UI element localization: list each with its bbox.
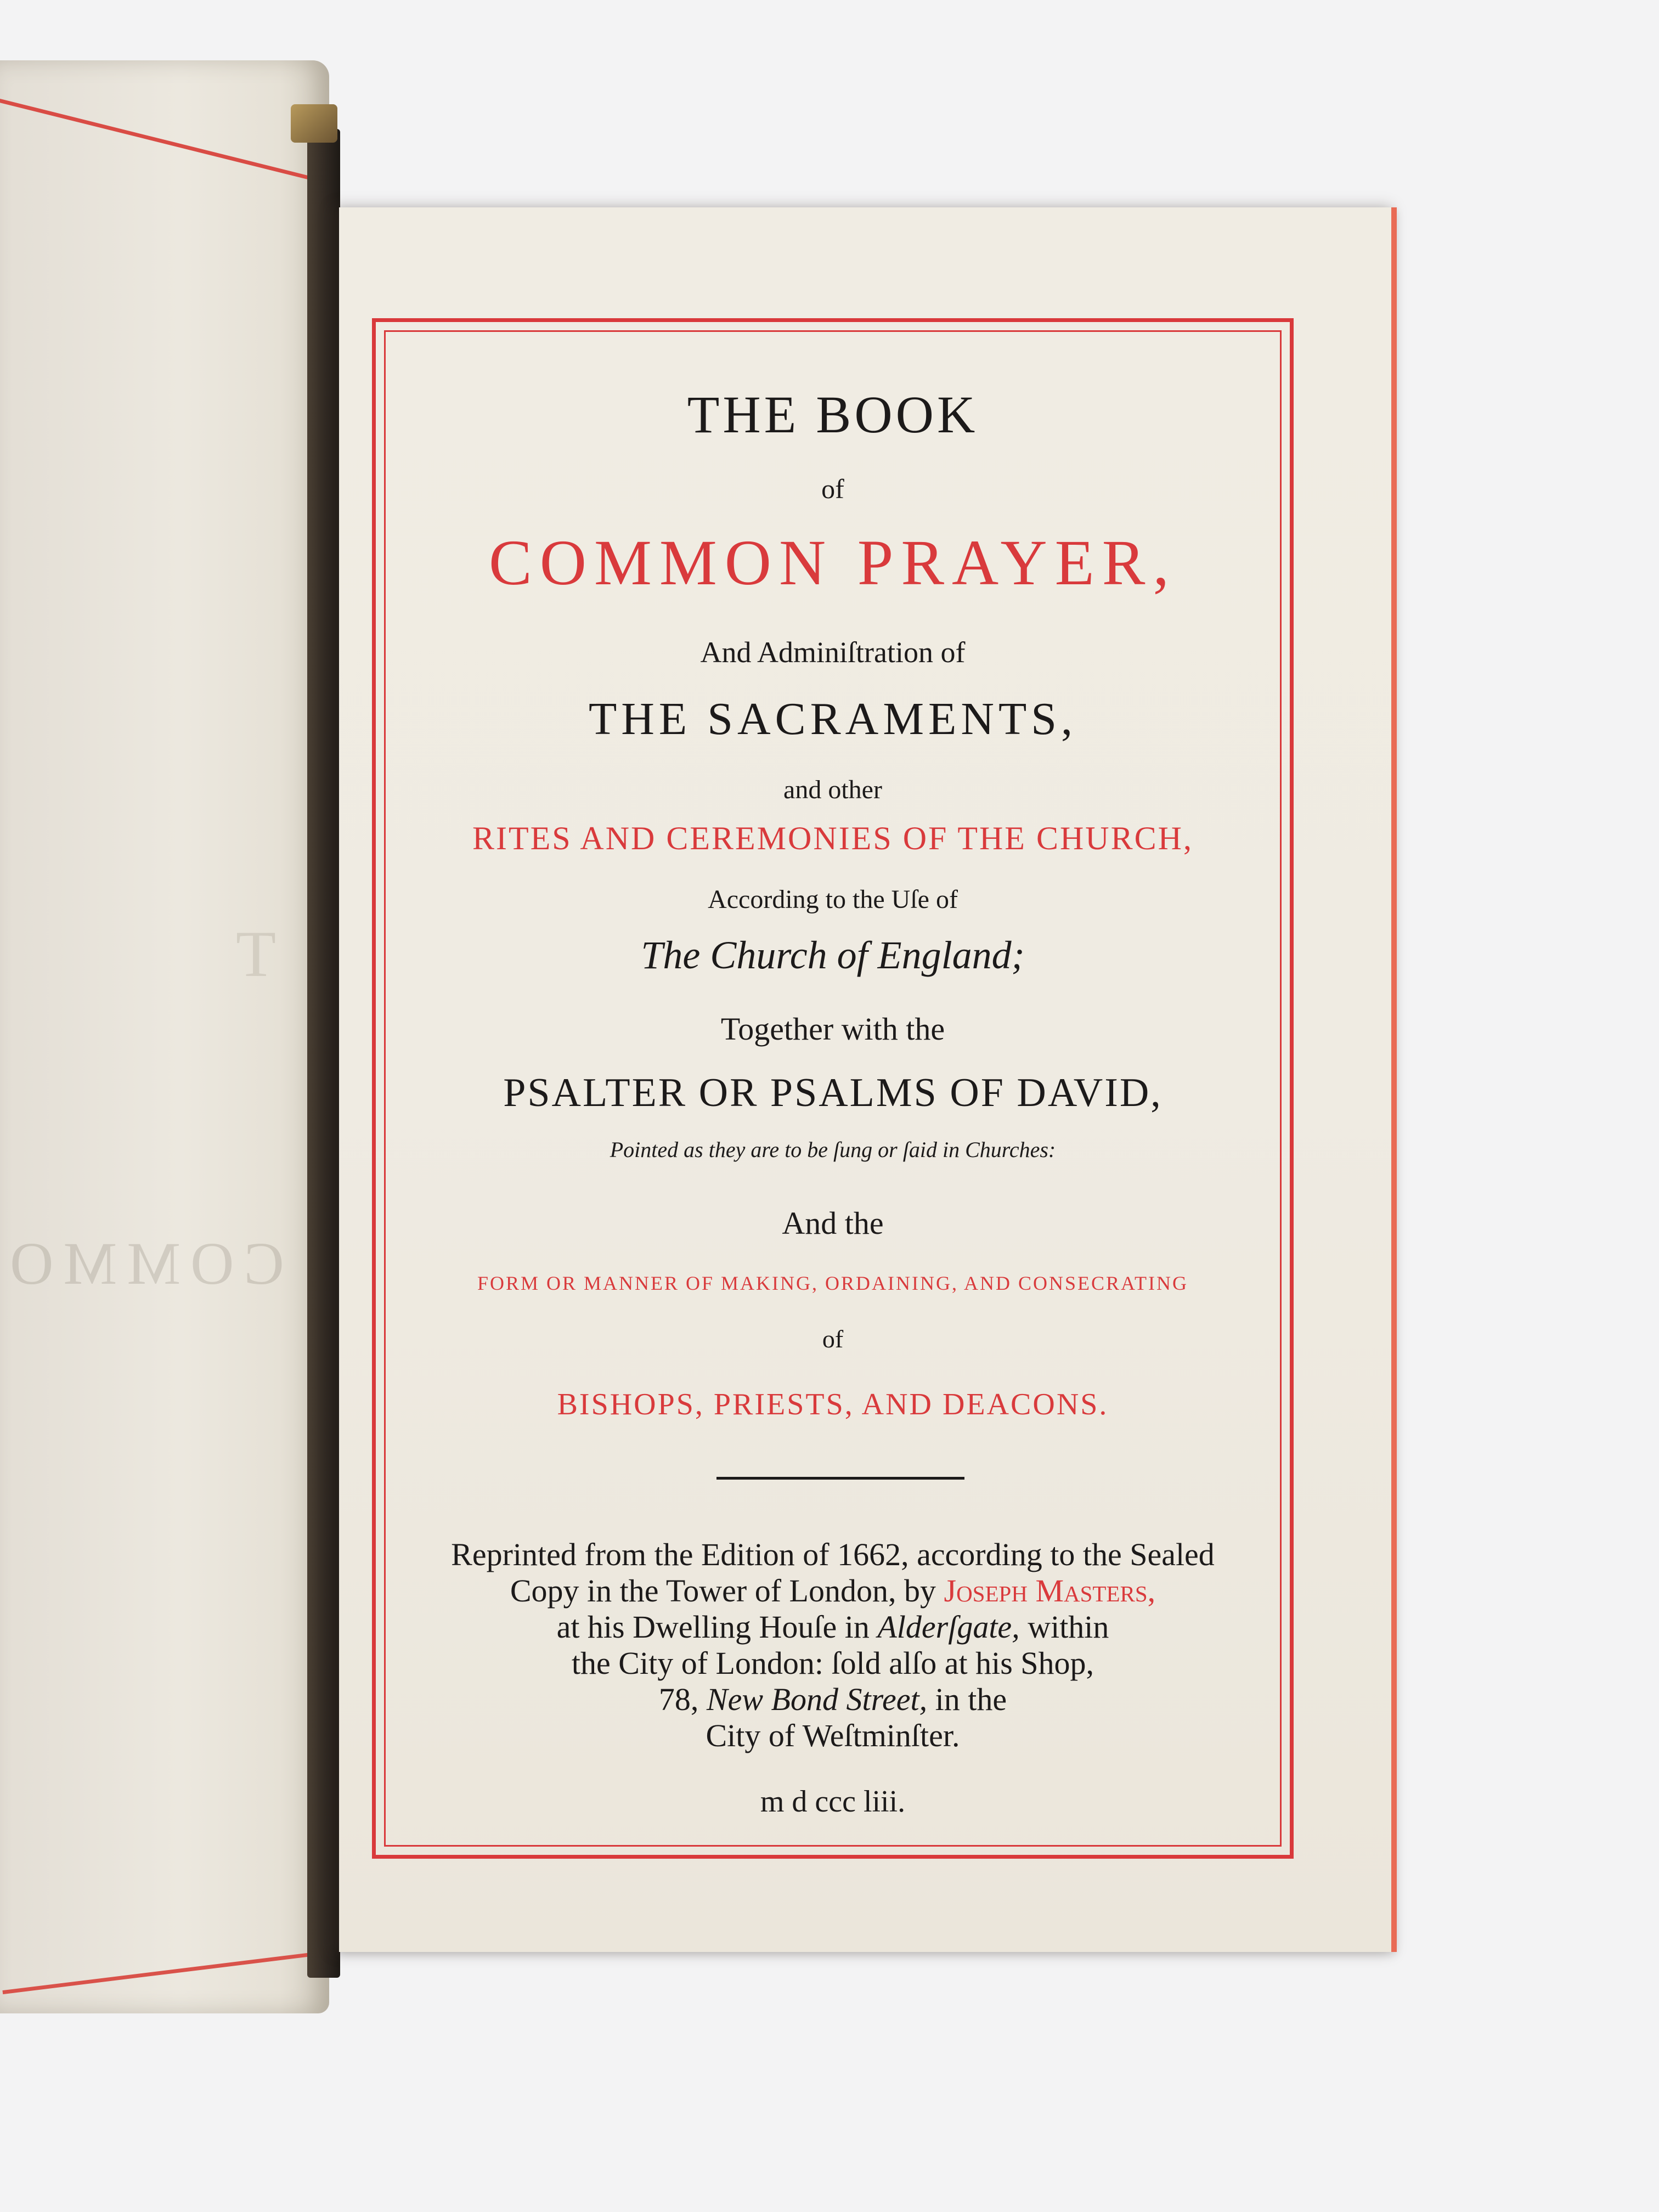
title-line-and-the: And the	[782, 1205, 884, 1241]
date-text: m d ccc liii.	[760, 1785, 906, 1819]
show-through-text: COMMO	[0, 1230, 284, 1297]
title-line-form-or-manner: FORM OR MANNER OF MAKING, ORDAINING, AND CONSECRATING	[477, 1272, 1189, 1294]
title-line-pointed: Pointed as they are to be ſung or ſaid in Churches:	[610, 1137, 1056, 1162]
spine-headband	[291, 104, 337, 143]
imprint-line-2	[372, 1572, 1294, 1609]
left-facing-page	[0, 60, 329, 2013]
imprint-line-4	[372, 1645, 1294, 1681]
imprint-street: New Bond Street,	[706, 1681, 928, 1717]
title-line-administration: And Adminiſtration of	[700, 636, 966, 669]
title-line-of: of	[821, 473, 844, 504]
book-spine	[307, 129, 340, 1978]
imprint-text: the City of London: ſold alſo at his Shop,	[571, 1645, 1094, 1681]
title-line-sacraments: THE SACRAMENTS,	[588, 693, 1077, 744]
imprint-line-5	[372, 1681, 1294, 1718]
imprint-text: Copy in the Tower of London, by	[510, 1573, 936, 1609]
title-line-bishops: BISHOPS, PRIESTS, AND DEACONS.	[557, 1387, 1109, 1421]
divider-rule	[716, 1477, 964, 1480]
title-line-of-2: of	[822, 1325, 844, 1353]
title-line-the-book: THE BOOK	[687, 385, 979, 444]
title-line-and-other: and other	[783, 775, 882, 804]
imprint-line-1	[372, 1536, 1294, 1573]
left-page-border-top	[0, 99, 329, 188]
imprint-text: City of Weſtminſter.	[706, 1718, 960, 1753]
title-line-common-prayer: COMMON PRAYER,	[489, 527, 1177, 599]
title-line-according: According to the Uſe of	[708, 885, 958, 914]
imprint-text: at his Dwelling Houſe in	[556, 1609, 870, 1645]
imprint-text: within	[1028, 1609, 1109, 1645]
imprint-text: Reprinted from the Edition of 1662, according to the Sealed	[451, 1537, 1215, 1572]
imprint-line-6	[372, 1717, 1294, 1754]
title-line-rites: RITES AND CEREMONIES OF THE CHURCH,	[472, 820, 1193, 856]
imprint-place: Alderſgate,	[877, 1609, 1020, 1645]
show-through-letter: T	[236, 917, 276, 990]
printer-name: Joseph Masters,	[944, 1573, 1156, 1609]
title-line-together: Together with the	[720, 1011, 945, 1047]
imprint-text: 78,	[658, 1681, 699, 1717]
title-line-psalter: PSALTER OR PSALMS OF DAVID,	[503, 1070, 1163, 1115]
title-line-church-of-england: The Church of England;	[641, 933, 1025, 977]
imprint-text: in the	[935, 1681, 1007, 1717]
imprint-date	[372, 1784, 1294, 1819]
left-page-border-bottom	[2, 1950, 329, 1994]
imprint-line-3	[372, 1609, 1294, 1645]
